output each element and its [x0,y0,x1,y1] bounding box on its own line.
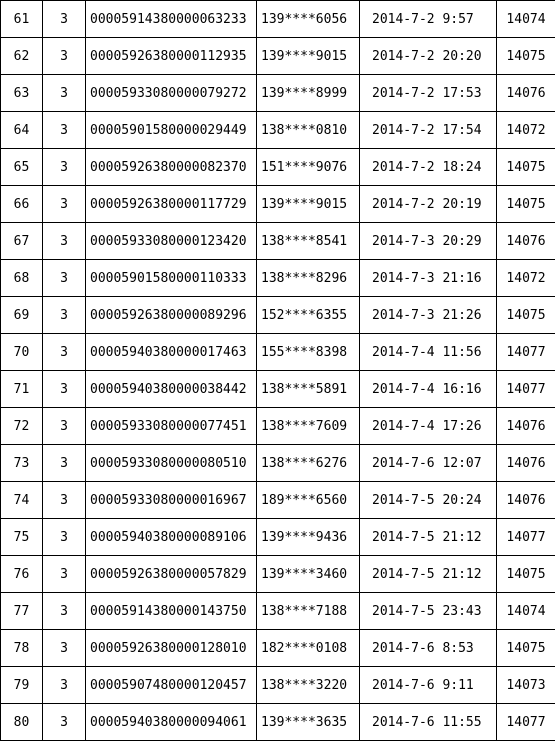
card-number-cell: 00005914380000143750 [86,593,257,630]
datetime-cell: 2014-7-3 20:29 [360,223,497,260]
datetime-cell: 2014-7-4 16:16 [360,371,497,408]
card-number-cell: 00005940380000094061 [86,704,257,741]
level-cell: 3 [43,667,86,704]
card-number-cell: 00005940380000017463 [86,334,257,371]
row-number-cell: 74 [1,482,43,519]
level-cell: 3 [43,482,86,519]
row-number-cell: 80 [1,704,43,741]
datetime-cell: 2014-7-2 17:54 [360,112,497,149]
card-number-cell: 00005940380000089106 [86,519,257,556]
table-row [1,1,555,38]
code-cell: 14077 [497,704,555,741]
level-cell: 3 [43,556,86,593]
phone-cell: 139****9015 [257,186,360,223]
row-number-cell: 79 [1,667,43,704]
row-number-cell: 63 [1,75,43,112]
table-row [1,223,555,260]
datetime-cell: 2014-7-5 23:43 [360,593,497,630]
phone-cell: 155****8398 [257,334,360,371]
table-row [1,297,555,334]
phone-cell: 189****6560 [257,482,360,519]
datetime-cell: 2014-7-5 21:12 [360,519,497,556]
datetime-cell: 2014-7-6 12:07 [360,445,497,482]
datetime-cell: 2014-7-3 21:26 [360,297,497,334]
datetime-cell: 2014-7-2 20:19 [360,186,497,223]
level-cell: 3 [43,260,86,297]
level-cell: 3 [43,297,86,334]
card-number-cell: 00005933080000016967 [86,482,257,519]
table-row [1,445,555,482]
card-number-cell: 00005926380000082370 [86,149,257,186]
datetime-cell: 2014-7-5 20:24 [360,482,497,519]
code-cell: 14076 [497,75,555,112]
phone-cell: 151****9076 [257,149,360,186]
table-row [1,408,555,445]
row-number-cell: 72 [1,408,43,445]
row-number-cell: 77 [1,593,43,630]
card-number-cell: 00005933080000123420 [86,223,257,260]
phone-cell: 139****9015 [257,38,360,75]
code-cell: 14077 [497,371,555,408]
level-cell: 3 [43,630,86,667]
card-number-cell: 00005926380000117729 [86,186,257,223]
code-cell: 14073 [497,667,555,704]
code-cell: 14074 [497,1,555,38]
code-cell: 14075 [497,38,555,75]
code-cell: 14075 [497,186,555,223]
table-row [1,704,555,741]
phone-cell: 139****8999 [257,75,360,112]
code-cell: 14074 [497,593,555,630]
level-cell: 3 [43,704,86,741]
table-row [1,482,555,519]
phone-cell: 182****0108 [257,630,360,667]
code-cell: 14076 [497,408,555,445]
phone-cell: 139****6056 [257,1,360,38]
phone-cell: 138****5891 [257,371,360,408]
row-number-cell: 62 [1,38,43,75]
row-number-cell: 73 [1,445,43,482]
code-cell: 14076 [497,223,555,260]
row-number-cell: 65 [1,149,43,186]
datetime-cell: 2014-7-3 21:16 [360,260,497,297]
card-number-cell: 00005901580000110333 [86,260,257,297]
datetime-cell: 2014-7-6 11:55 [360,704,497,741]
table-row [1,371,555,408]
code-cell: 14072 [497,112,555,149]
table-row [1,593,555,630]
card-number-cell: 00005926380000112935 [86,38,257,75]
phone-cell: 138****3220 [257,667,360,704]
row-number-cell: 71 [1,371,43,408]
level-cell: 3 [43,519,86,556]
code-cell: 14077 [497,334,555,371]
table-row [1,75,555,112]
datetime-cell: 2014-7-4 11:56 [360,334,497,371]
code-cell: 14076 [497,445,555,482]
phone-cell: 152****6355 [257,297,360,334]
card-number-cell: 00005933080000080510 [86,445,257,482]
level-cell: 3 [43,408,86,445]
phone-cell: 139****9436 [257,519,360,556]
code-cell: 14077 [497,519,555,556]
row-number-cell: 61 [1,1,43,38]
table-row [1,186,555,223]
phone-cell: 138****7609 [257,408,360,445]
table-row [1,112,555,149]
datetime-cell: 2014-7-5 21:12 [360,556,497,593]
row-number-cell: 76 [1,556,43,593]
level-cell: 3 [43,334,86,371]
code-cell: 14075 [497,630,555,667]
card-number-cell: 00005926380000128010 [86,630,257,667]
phone-cell: 138****0810 [257,112,360,149]
table-row [1,630,555,667]
phone-cell: 139****3635 [257,704,360,741]
datetime-cell: 2014-7-2 18:24 [360,149,497,186]
phone-cell: 138****8296 [257,260,360,297]
table-row [1,519,555,556]
table-row [1,149,555,186]
datetime-cell: 2014-7-6 9:11 [360,667,497,704]
level-cell: 3 [43,38,86,75]
level-cell: 3 [43,593,86,630]
table-row [1,38,555,75]
row-number-cell: 69 [1,297,43,334]
level-cell: 3 [43,371,86,408]
table-row [1,667,555,704]
level-cell: 3 [43,1,86,38]
card-number-cell: 00005926380000089296 [86,297,257,334]
card-number-cell: 00005933080000079272 [86,75,257,112]
phone-cell: 138****8541 [257,223,360,260]
records-table-body [1,1,555,741]
phone-cell: 138****7188 [257,593,360,630]
row-number-cell: 66 [1,186,43,223]
phone-cell: 139****3460 [257,556,360,593]
table-row [1,260,555,297]
row-number-cell: 68 [1,260,43,297]
level-cell: 3 [43,149,86,186]
card-number-cell: 00005940380000038442 [86,371,257,408]
table-row [1,556,555,593]
card-number-cell: 00005901580000029449 [86,112,257,149]
datetime-cell: 2014-7-6 8:53 [360,630,497,667]
datetime-cell: 2014-7-2 20:20 [360,38,497,75]
card-number-cell: 00005926380000057829 [86,556,257,593]
code-cell: 14075 [497,297,555,334]
card-number-cell: 00005914380000063233 [86,1,257,38]
row-number-cell: 78 [1,630,43,667]
row-number-cell: 70 [1,334,43,371]
level-cell: 3 [43,445,86,482]
level-cell: 3 [43,75,86,112]
code-cell: 14075 [497,149,555,186]
code-cell: 14072 [497,260,555,297]
card-number-cell: 00005907480000120457 [86,667,257,704]
code-cell: 14075 [497,556,555,593]
row-number-cell: 75 [1,519,43,556]
card-number-cell: 00005933080000077451 [86,408,257,445]
row-number-cell: 67 [1,223,43,260]
datetime-cell: 2014-7-2 17:53 [360,75,497,112]
table-row [1,334,555,371]
datetime-cell: 2014-7-4 17:26 [360,408,497,445]
phone-cell: 138****6276 [257,445,360,482]
row-number-cell: 64 [1,112,43,149]
level-cell: 3 [43,223,86,260]
level-cell: 3 [43,112,86,149]
level-cell: 3 [43,186,86,223]
code-cell: 14076 [497,482,555,519]
datetime-cell: 2014-7-2 9:57 [360,1,497,38]
